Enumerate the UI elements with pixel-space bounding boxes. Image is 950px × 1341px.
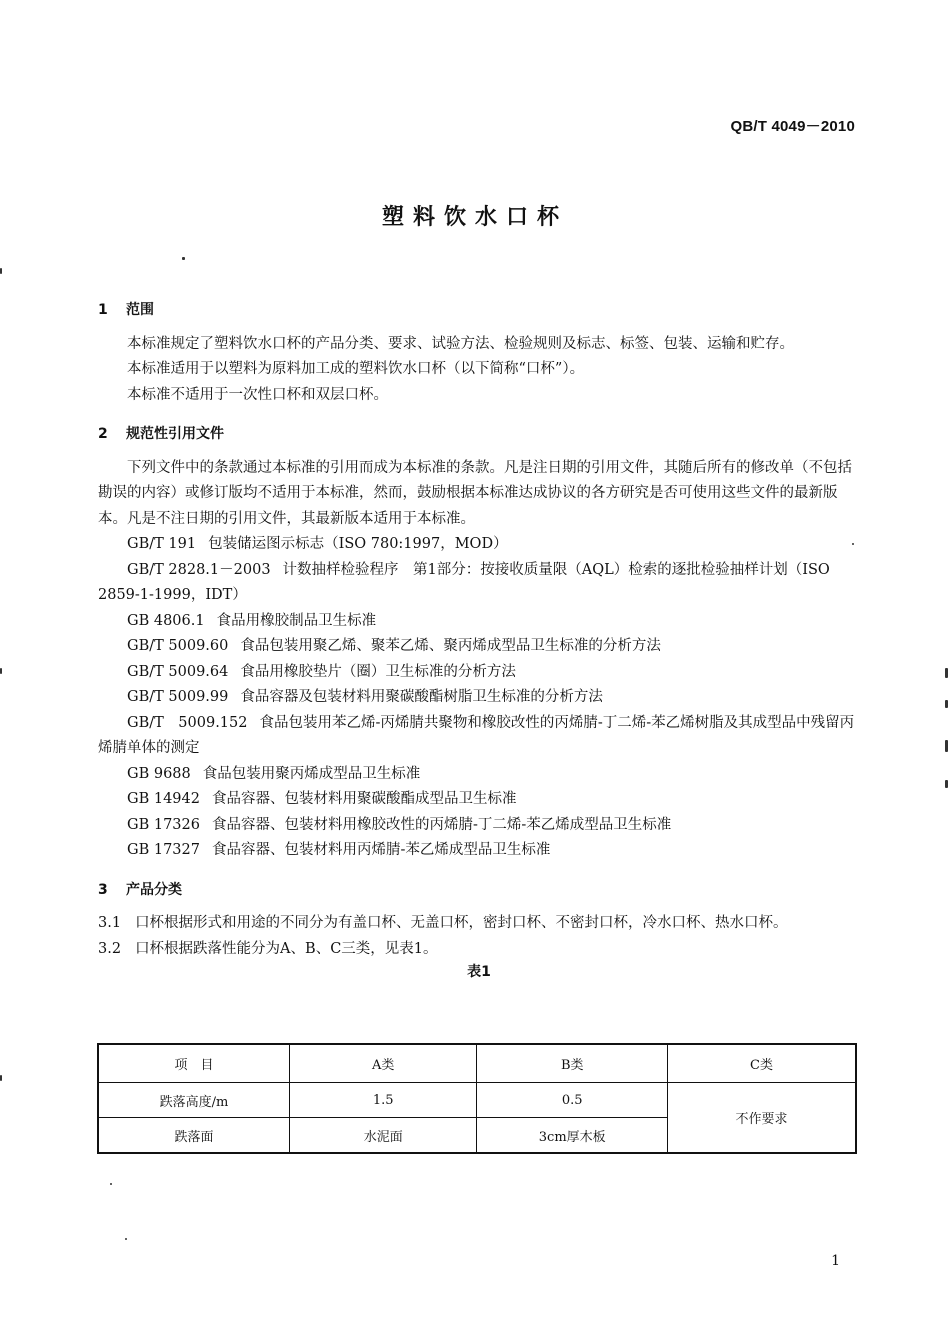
section-1-heading bbox=[98, 298, 860, 324]
paragraph: 下列文件中的条款通过本标准的引用而成为本标准的条款。凡是注日期的引用文件，其随后所有的修改单（不包括勘误的内容）或修订版均不适用于本标准，然而，鼓励根据本标准达成协议的各方研究是否可使用这些文件的最新版本。凡是不注日期的引用文件，其最新版本适用于本标准。 bbox=[98, 459, 852, 527]
reference-item bbox=[98, 609, 860, 635]
reference-code: GB/T 5009.99 bbox=[127, 689, 229, 705]
reference-title: 食品用橡胶制品卫生标准 bbox=[216, 612, 377, 629]
reference-item bbox=[98, 711, 860, 762]
reference-item bbox=[98, 762, 860, 788]
table-cell-merged: 不作要求 bbox=[667, 1083, 856, 1154]
reference-title: 食品用橡胶垫片（圈）卫生标准的分析方法 bbox=[240, 663, 516, 680]
reference-item bbox=[98, 787, 860, 813]
reference-code: GB/T 5009.152 bbox=[127, 714, 248, 731]
standard-code: QB/T 4049－2010 bbox=[730, 118, 855, 135]
reference-title: 包装储运图示标志（ISO 780:1997，MOD） bbox=[208, 536, 508, 552]
section-3-heading bbox=[98, 878, 860, 904]
table-header-row bbox=[98, 1044, 856, 1083]
reference-item bbox=[98, 685, 860, 711]
clause-number: 3.1 bbox=[98, 915, 122, 931]
table-header-cell: C类 bbox=[667, 1044, 856, 1083]
paragraph: 本标准规定了塑料饮水口杯的产品分类、要求、试验方法、检验规则及标志、标签、包装、运输和贮存。 bbox=[127, 335, 794, 352]
table-cell-label: 跌落面 bbox=[98, 1118, 290, 1154]
section-title: 范围 bbox=[126, 302, 154, 318]
reference-title: 食品容器、包装材料用橡胶改性的丙烯腈-丁二烯-苯乙烯成型品卫生标准 bbox=[211, 816, 672, 833]
scan-speck bbox=[0, 668, 2, 674]
scan-speck bbox=[182, 257, 185, 260]
section-number: 1 bbox=[98, 302, 108, 318]
section-2-heading bbox=[98, 422, 860, 448]
scan-speck bbox=[0, 268, 2, 274]
reference-code: GB 4806.1 bbox=[127, 612, 205, 629]
section-title: 规范性引用文件 bbox=[126, 426, 224, 442]
paragraph: 本标准适用于以塑料为原料加工成的塑料饮水口杯（以下简称“口杯”）。 bbox=[127, 361, 585, 377]
reference-code: GB/T 191 bbox=[127, 536, 197, 552]
reference-code: GB/T 2828.1－2003 bbox=[127, 561, 271, 578]
reference-item bbox=[98, 558, 860, 609]
table-header-cell: B类 bbox=[477, 1044, 668, 1083]
scan-speck bbox=[945, 668, 948, 678]
table-header-cell: A类 bbox=[290, 1044, 477, 1083]
table-cell: 3cm厚木板 bbox=[477, 1118, 668, 1154]
document-title: 塑料饮水口杯 bbox=[381, 205, 568, 230]
clause-3-1 bbox=[98, 911, 860, 937]
scan-speck bbox=[945, 740, 948, 752]
table-cell-label: 跌落高度/m bbox=[98, 1083, 290, 1118]
scan-speck bbox=[110, 1183, 112, 1185]
reference-title: 食品包装用苯乙烯-丙烯腈共聚物和橡胶改性的丙烯腈-丁二烯-苯乙烯树脂及其成型品中残留丙烯腈单体的测定 bbox=[98, 714, 855, 756]
document-body bbox=[98, 294, 860, 982]
clause-number: 3.2 bbox=[98, 940, 122, 957]
reference-title: 食品容器及包装材料用聚碳酸酯树脂卫生标准的分析方法 bbox=[240, 689, 603, 705]
section-title: 产品分类 bbox=[126, 881, 182, 898]
reference-item bbox=[98, 813, 860, 839]
table-cell: 0.5 bbox=[477, 1083, 668, 1118]
reference-code: GB/T 5009.64 bbox=[127, 663, 229, 680]
reference-title: 计数抽样检验程序 第1部分：按接收质量限（AQL）检索的逐批检验抽样计划（ISO 2859-1-1999，IDT） bbox=[98, 561, 830, 603]
reference-code: GB/T 5009.60 bbox=[127, 638, 229, 654]
table-cell: 水泥面 bbox=[290, 1118, 477, 1154]
scan-speck bbox=[945, 780, 948, 788]
reference-code: GB 9688 bbox=[127, 765, 191, 782]
section-number: 3 bbox=[98, 881, 108, 898]
scan-speck bbox=[125, 1238, 127, 1240]
scan-speck bbox=[852, 543, 854, 545]
reference-code: GB 14942 bbox=[127, 791, 200, 807]
reference-title: 食品包装用聚丙烯成型品卫生标准 bbox=[202, 765, 421, 782]
table-header-cell: 项 目 bbox=[98, 1044, 290, 1083]
reference-code: GB 17327 bbox=[127, 842, 200, 858]
reference-item bbox=[98, 634, 860, 660]
table-cell: 1.5 bbox=[290, 1083, 477, 1118]
table-row bbox=[98, 1083, 856, 1118]
reference-item bbox=[98, 660, 860, 686]
section-number: 2 bbox=[98, 426, 108, 442]
reference-item bbox=[98, 532, 860, 558]
drop-performance-table bbox=[97, 1043, 857, 1154]
scan-speck bbox=[0, 1075, 2, 1081]
page-number: 1 bbox=[831, 1253, 840, 1269]
clause-3-2 bbox=[98, 937, 860, 963]
table-caption: 表1 bbox=[467, 964, 491, 980]
paragraph: 本标准不适用于一次性口杯和双层口杯。 bbox=[127, 386, 388, 403]
reference-title: 食品容器、包装材料用丙烯腈-苯乙烯成型品卫生标准 bbox=[211, 842, 551, 858]
reference-title: 食品包装用聚乙烯、聚苯乙烯、聚丙烯成型品卫生标准的分析方法 bbox=[240, 638, 661, 654]
clause-text: 口杯根据跌落性能分为A、B、C三类，见表1。 bbox=[135, 940, 438, 957]
reference-title: 食品容器、包装材料用聚碳酸酯成型品卫生标准 bbox=[211, 791, 517, 807]
clause-text: 口杯根据形式和用途的不同分为有盖口杯、无盖口杯，密封口杯、不密封口杯，冷水口杯、热水口杯。 bbox=[135, 915, 788, 931]
reference-code: GB 17326 bbox=[127, 816, 200, 833]
scan-speck bbox=[945, 700, 948, 708]
reference-item bbox=[98, 838, 860, 864]
